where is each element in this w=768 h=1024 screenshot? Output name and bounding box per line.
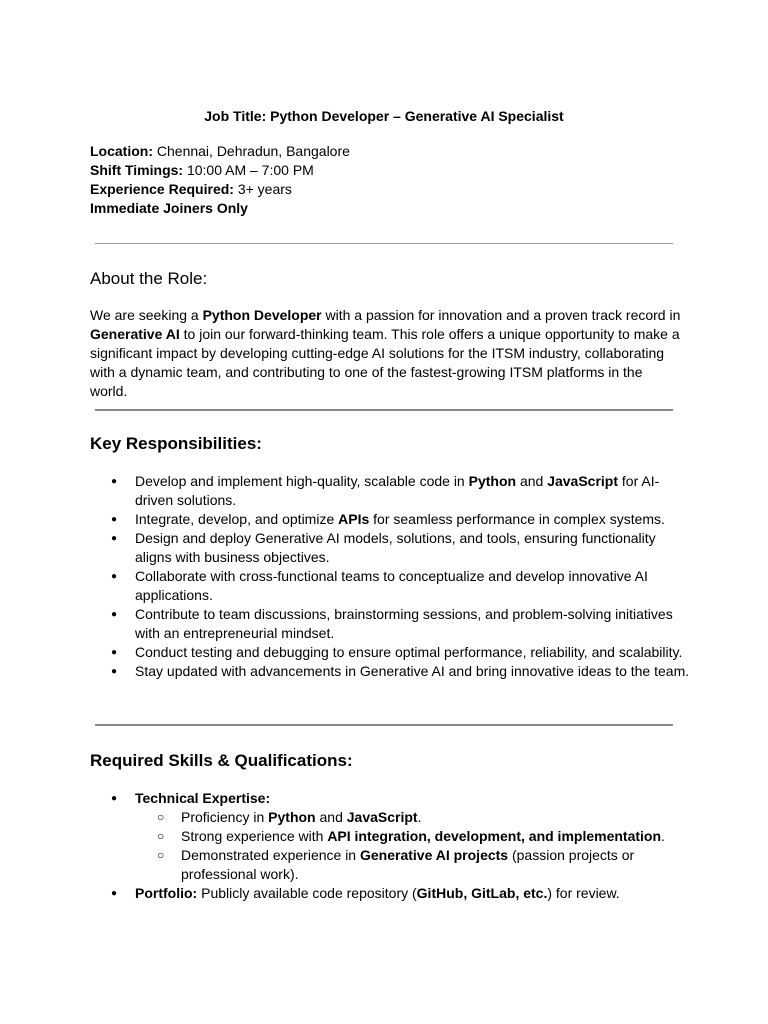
about-paragraph: We are seeking a Python Developer with a passion for innovation and a proven track record in Generative AI to join our forward-thinking team. This role offers a unique opportunity to make a significant impact by developing cutting-edge AI solutions for the ITSM industry, collaborating with a dynamic team, and contributing to one of the fastest-growing ITSM platforms in the world. (90, 307, 681, 399)
responsibilities-heading: Key Responsibilities: (90, 434, 262, 453)
responsibilities-list (90, 472, 690, 681)
meta-location: Location: Chennai, Dehradun, Bangalore (90, 143, 350, 159)
list-item (90, 789, 690, 884)
meta-experience: Experience Required: 3+ years (90, 181, 292, 197)
divider-3 (95, 724, 673, 726)
meta-shift-timings: Shift Timings: 10:00 AM – 7:00 PM (90, 162, 314, 178)
list-item: ● Stay updated with advancements in Generative AI and bring innovative ideas to the team. (90, 662, 690, 681)
list-item: ● Design and deploy Generative AI models, solutions, and tools, ensuring functionality aligns with business objectives. (90, 529, 690, 567)
list-item: ○ Demonstrated experience in Generative AI projects (passion projects or professional work). (135, 846, 690, 884)
list-item: ● Portfolio: Publicly available code repository (GitHub, GitLab, etc.) for review. (90, 884, 690, 903)
job-title: Job Title: Python Developer – Generative AI Specialist (204, 108, 564, 124)
list-item: ● Develop and implement high-quality, scalable code in Python and JavaScript for AI-driven solutions. (90, 472, 690, 510)
list-item: ● Contribute to team discussions, brainstorming sessions, and problem-solving initiatives with an entrepreneurial mindset. (90, 605, 690, 643)
list-item: ○ Proficiency in Python and JavaScript. (135, 808, 690, 827)
divider-2 (95, 409, 673, 411)
list-item: ● Conduct testing and debugging to ensure optimal performance, reliability, and scalability. (90, 643, 690, 662)
technical-expertise-label: Technical Expertise: (135, 790, 271, 806)
list-item: ● Integrate, develop, and optimize APIs for seamless performance in complex systems. (90, 510, 690, 529)
technical-expertise-list (135, 808, 690, 884)
skills-heading: Required Skills & Qualifications: (90, 751, 353, 770)
meta-immediate-joiners: Immediate Joiners Only (90, 200, 248, 216)
job-meta (90, 142, 680, 218)
skills-list (90, 789, 690, 903)
divider-1 (95, 243, 673, 244)
list-item: ○ Strong experience with API integration, development, and implementation. (135, 827, 690, 846)
about-heading: About the Role: (90, 269, 208, 288)
list-item: ● Collaborate with cross-functional teams to conceptualize and develop innovative AI applications. (90, 567, 690, 605)
